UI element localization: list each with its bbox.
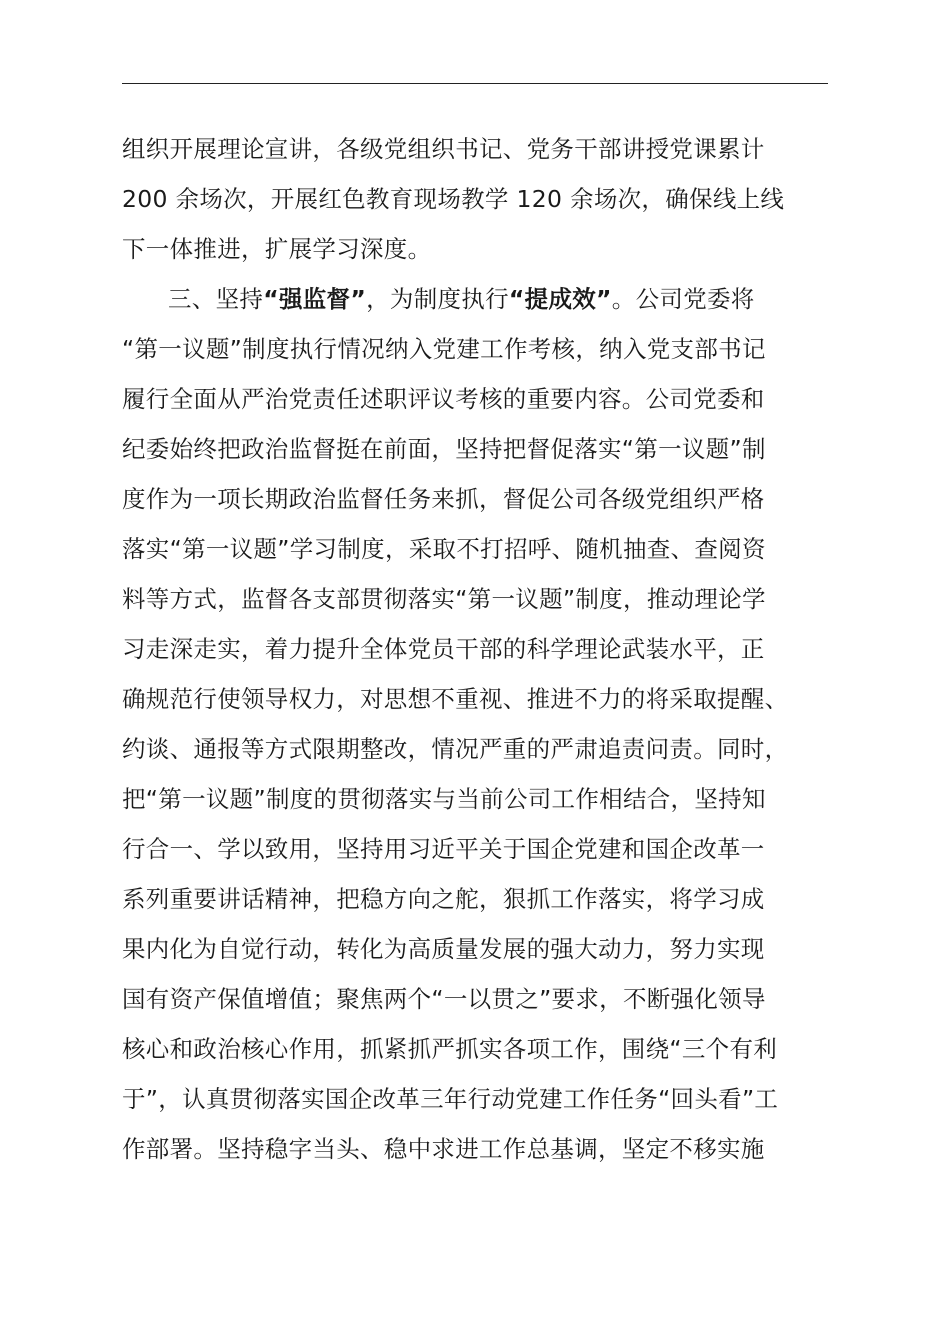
text-line: 于”，认真贯彻落实国企改革三年行动党建工作任务“回头看”工 <box>122 1085 779 1113</box>
text-line: 确规范行使领导权力，对思想不重视、推进不力的将采取提醒、 <box>122 685 789 713</box>
document-body <box>122 124 834 1174</box>
text-line: 系列重要讲话精神，把稳方向之舵，狠抓工作落实，将学习成 <box>122 885 765 913</box>
heading-segment: 三、坚持 <box>168 285 264 313</box>
text-line: 履行全面从严治党责任述职评议考核的重要内容。公司党委和 <box>122 385 765 413</box>
section-heading-line <box>122 274 834 324</box>
header-rule <box>122 83 828 84</box>
text-line: 把“第一议题”制度的贯彻落实与当前公司工作相结合，坚持知 <box>122 785 766 813</box>
heading-emphasis: “强监督” <box>263 285 367 313</box>
text-line: 果内化为自觉行动，转化为高质量发展的强大动力，努力实现 <box>122 935 765 963</box>
heading-emphasis: “提成效” <box>508 285 612 313</box>
heading-segment: ，为制度执行 <box>366 285 509 313</box>
text-line: 下一体推进，扩展学习深度。 <box>122 235 432 263</box>
text-line: 约谈、通报等方式限期整改，情况严重的严肃追责问责。同时， <box>122 735 789 763</box>
text-line: 作部署。坚持稳字当头、稳中求进工作总基调，坚定不移实施 <box>122 1135 765 1163</box>
text-line: 习走深走实，着力提升全体党员干部的科学理论武装水平，正 <box>122 635 765 663</box>
text-line: 行合一、学以致用，坚持用习近平关于国企党建和国企改革一 <box>122 835 765 863</box>
text-line: 度作为一项长期政治监督任务来抓，督促公司各级党组织严格 <box>122 485 765 513</box>
text-line: 国有资产保值增值；聚焦两个“一以贯之”要求，不断强化领导 <box>122 985 766 1013</box>
text-line: “第一议题”制度执行情况纳入党建工作考核，纳入党支部书记 <box>122 335 766 363</box>
text-line: 核心和政治核心作用，抓紧抓严抓实各项工作，围绕“三个有利 <box>122 1035 778 1063</box>
heading-segment: 。公司党委将 <box>611 285 755 313</box>
text-line: 落实“第一议题”学习制度，采取不打招呼、随机抽查、查阅资 <box>122 535 766 563</box>
text-line: 纪委始终把政治监督挺在前面，坚持把督促落实“第一议题”制 <box>122 435 766 463</box>
text-line: 200 余场次，开展红色教育现场教学 120 余场次，确保线上线 <box>122 185 785 213</box>
text-line: 料等方式，监督各支部贯彻落实“第一议题”制度，推动理论学 <box>122 585 766 613</box>
text-line: 组织开展理论宣讲，各级党组织书记、党务干部讲授党课累计 <box>122 135 765 163</box>
